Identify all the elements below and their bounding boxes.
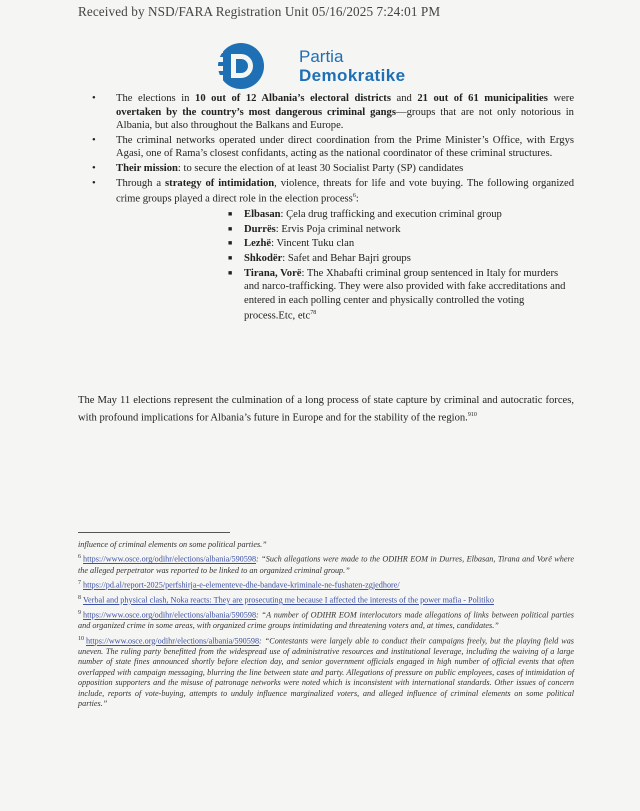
- footnote-link[interactable]: https://www.osce.org/odihr/elections/albania/590598: [86, 636, 260, 646]
- footnote-6: $^6$ https://www.osce.org/odihr/elections/albania/590598: “Such allegations were made to the ODIHR EOM in Durres, Elbasan, Tirana and Vorë where the alleged perpetrator was reported to be linked to an organized criminal group.”: [78, 554, 574, 575]
- crime-groups-list: [116, 208, 574, 323]
- footnote-link[interactable]: Verbal and physical clash, Noka reacts: They are prosecuting me because I affected the interests of the power mafia - Politiko: [83, 595, 494, 605]
- list-item: • The elections in 10 out of 12 Albania’s electoral districts and 21 out of 61 municipalities were overtaken by the country’s most dangerous criminal gangs—groups that are not only notorious in Albania, but also throughout the Balkans and Europe.: [92, 92, 574, 133]
- list-item: ■ Lezhë: Vincent Tuku clan: [228, 237, 574, 251]
- logo-wordmark-partia: Partia: [299, 47, 344, 66]
- footnote-link[interactable]: https://pd.al/report-2025/perfshirja-e-elementeve-dhe-bandave-kriminale-ne-fushaten-zgjedhore/: [83, 580, 400, 590]
- list-item: • The criminal networks operated under direct coordination from the Prime Minister’s Office, with Ergys Agasi, one of Rama’s closest confidants, acting as the national coordinator of these criminal structures.: [92, 134, 574, 161]
- list-item: ■ Shkodër: Safet and Behar Bajri groups: [228, 252, 574, 266]
- registration-stamp-header: Received by NSD/FARA Registration Unit 05/16/2025 7:24:01 PM: [78, 4, 441, 19]
- footnotes: [78, 540, 574, 711]
- bullet-list: [92, 92, 574, 325]
- footnote-divider: [78, 532, 230, 533]
- footnote-continuation: influence of criminal elements on some political parties.”: [78, 540, 267, 549]
- footnote-9: $^9$ https://www.osce.org/odihr/elections/albania/590598: “A number of ODIHR EOM interlocutors made allegations of links between political parties and organized crime in some areas, with organized crime groups intimidating and threatening voters and, at times, candidates.”: [78, 610, 574, 631]
- footnote-10: $^{10}$ https://www.osce.org/odihr/elections/albania/590598: “Contestants were largely able to conduct their campaigns freely, but the playing field was uneven. The ruling party benefitted from the widespread use of administrative resources and institutional leverage, including the waiving of a large number of state fines announced shortly before election day, and senior government officials engaged in high number of official events that often overlapped with campaign messaging, blurring the line between state and party. Allegations of pressure on public employees, cases of intimidation of opposition supporters and the misuse of patronage networks were noted which is inconsistent with international standards. Other issues of concern include, reports of vote-buying, attempts to unduly influence marginalized voters, and alleged influence of criminal elements on some political parties.”: [78, 635, 574, 708]
- list-item: • Through a strategy of intimidation, violence, threats for life and vote buying. The following organized crime groups played a direct role in the election process$^6$: ■ Elbasan: Çela drug trafficking and execution criminal group ■ Durrës: Ervis Poja criminal network ■ Lezhë: Vincent Tuku clan ■ Shkodër: Safet and Behar Bajri groups ■ Tirana, Vorë: The Xhabafti criminal group sentenced in Italy for murders and narco-trafficking. They were also provided with fake accreditations and entered in each polling center and physically controlled the voting process.Etc, etc$^{78}$: [92, 177, 574, 324]
- footnote-link[interactable]: https://www.osce.org/odihr/elections/albania/590598: [83, 555, 257, 565]
- list-item: ■ Durrës: Ervis Poja criminal network: [228, 223, 574, 237]
- conclusion-paragraph: The May 11 elections represent the culmination of a long process of state capture by criminal and autocratic forces, with profound implications for Albania’s future in Europe and for the stability of the region.$^{910}$: [78, 395, 574, 424]
- list-item: ■ Tirana, Vorë: The Xhabafti criminal group sentenced in Italy for murders and narco-trafficking. They were also provided with fake accreditations and entered in each polling center and physically controlled the voting process.Etc, etc$^{78}$: [228, 267, 574, 324]
- list-item: • Their mission: to secure the election of at least 30 Socialist Party (SP) candidates: [92, 162, 574, 176]
- footnote-7: $^7$ https://pd.al/report-2025/perfshirja-e-elementeve-dhe-bandave-kriminale-ne-fushaten-zgjedhore/: [78, 579, 400, 590]
- list-item: ■ Elbasan: Çela drug trafficking and execution criminal group: [228, 208, 574, 222]
- footnote-link[interactable]: https://www.osce.org/odihr/elections/albania/590598: [83, 610, 257, 620]
- logo-wordmark-demokratike: Demokratike: [299, 66, 406, 85]
- footnote-8: $^8$ Verbal and physical clash, Noka reacts: They are prosecuting me because I affected the interests of the power mafia - Politiko: [78, 595, 494, 605]
